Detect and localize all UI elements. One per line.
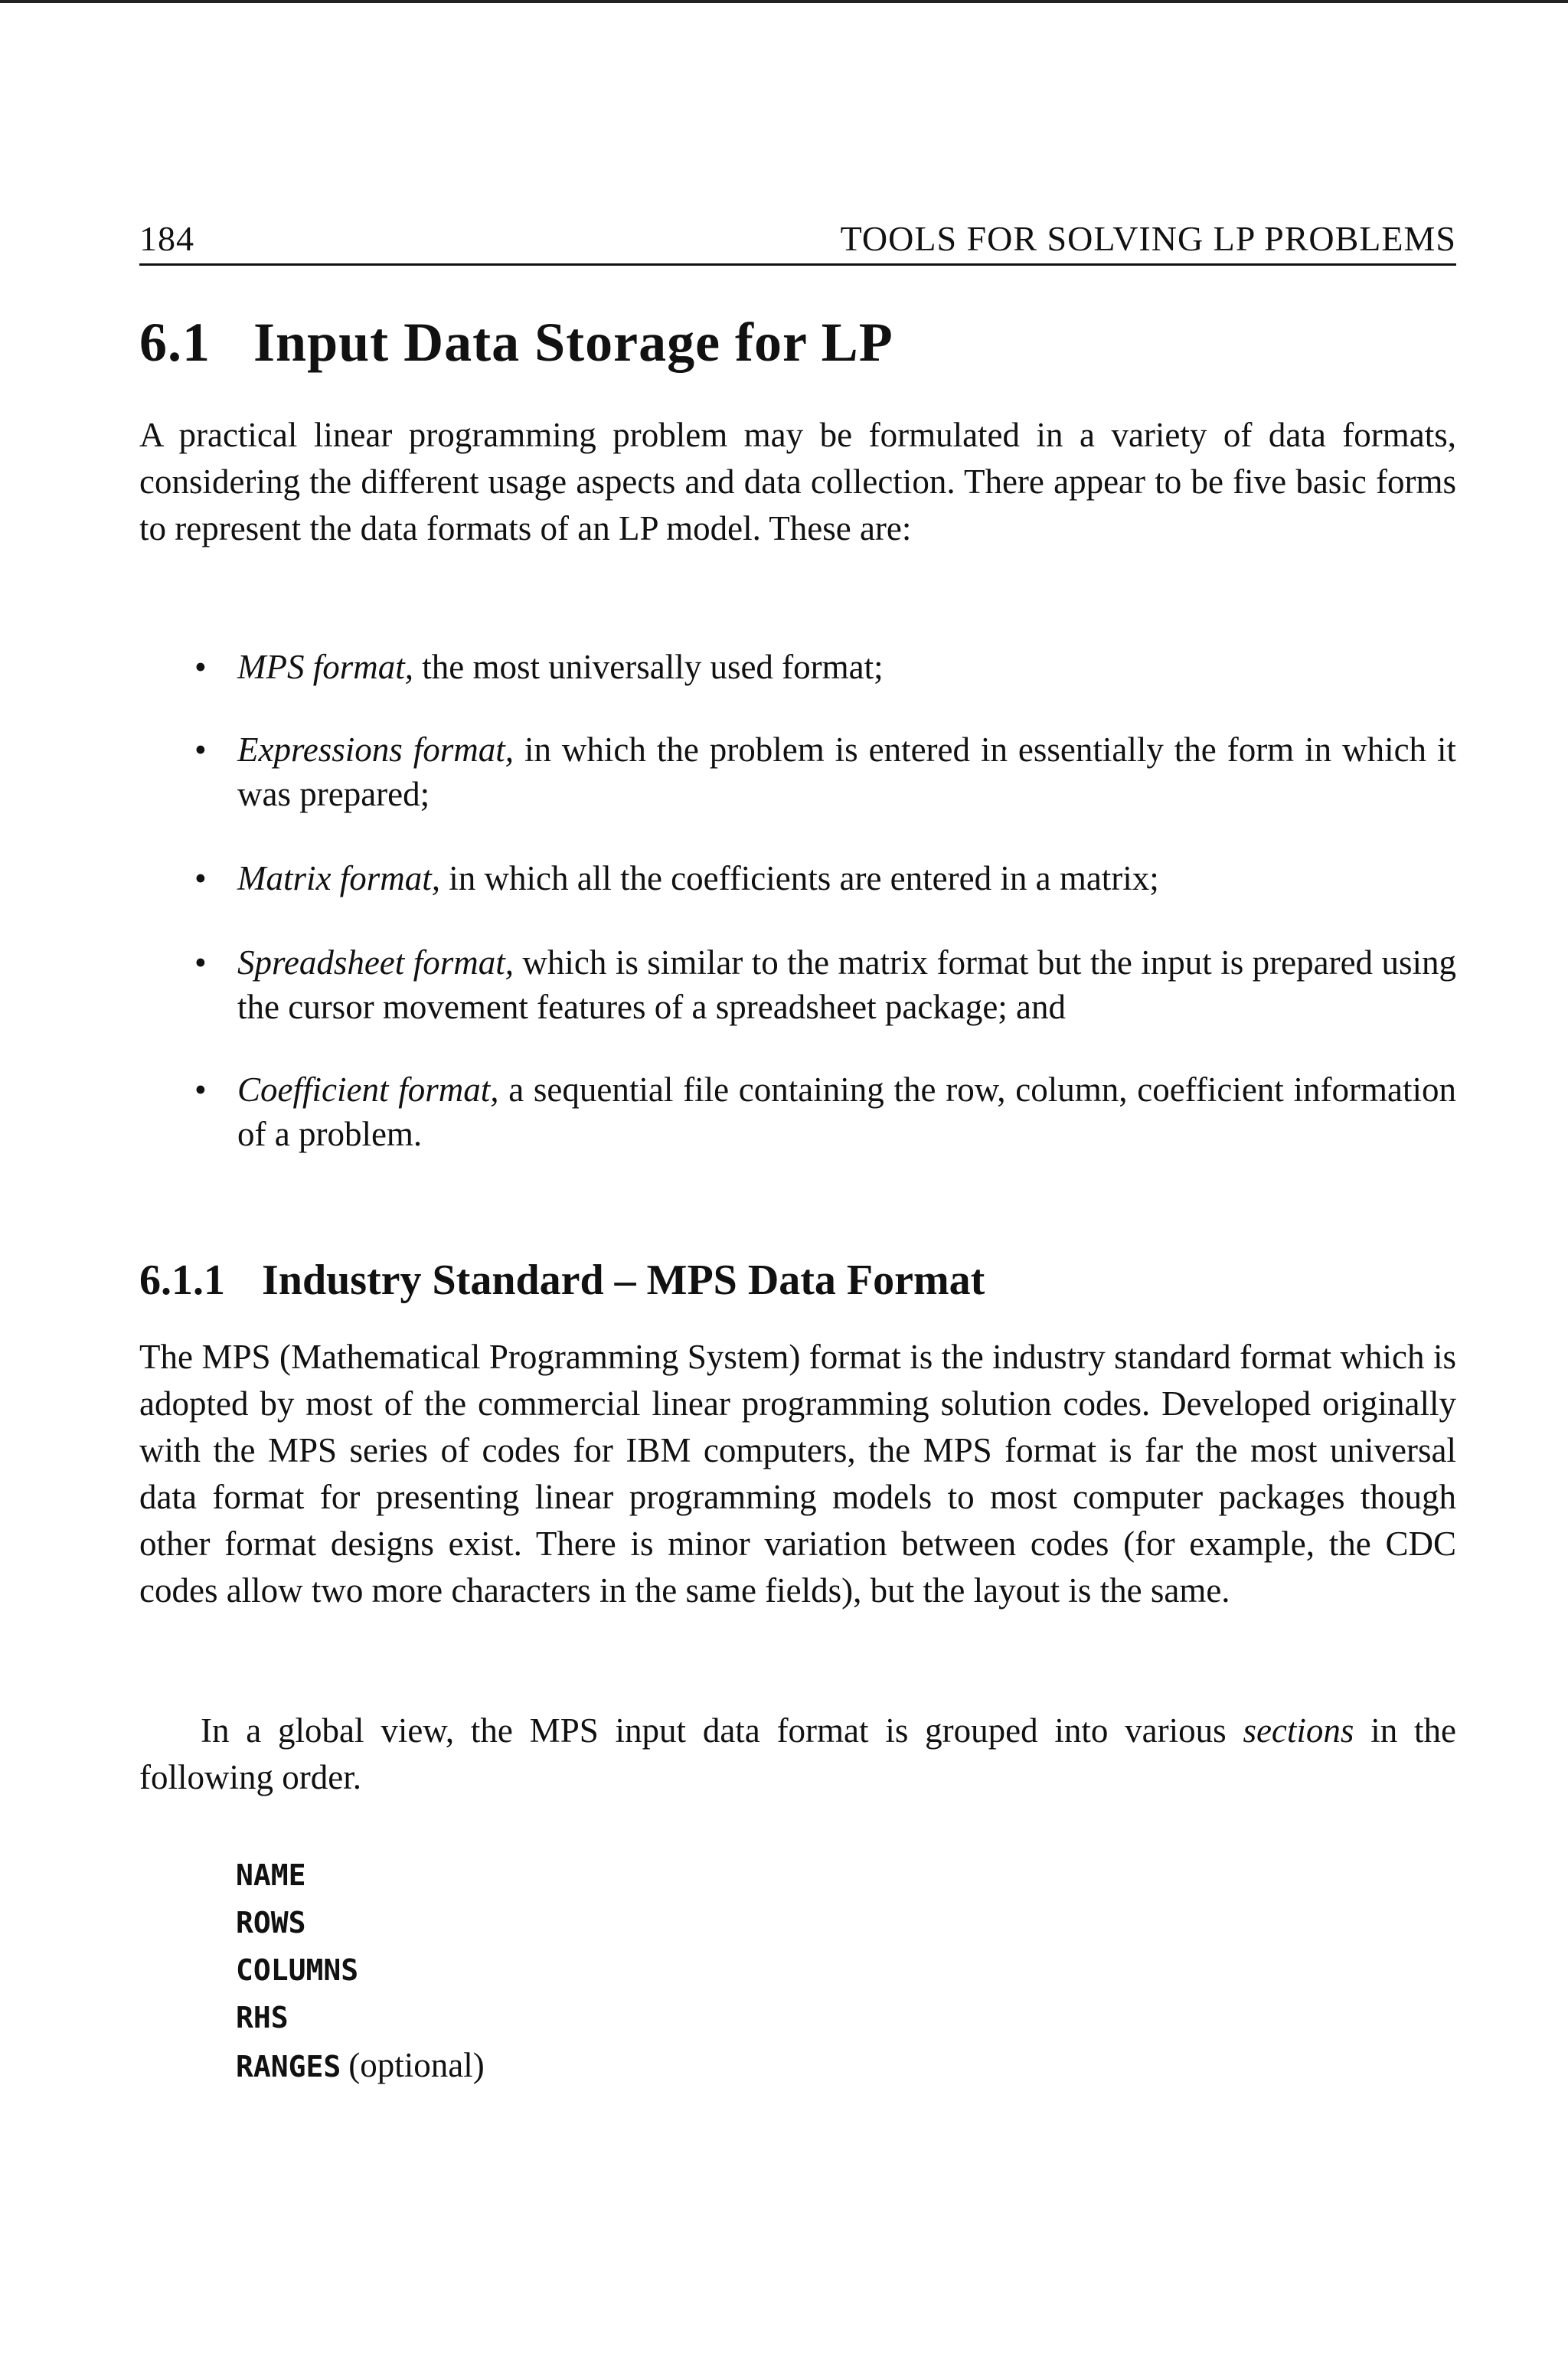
mps-section-name: RHS [236,2001,289,2034]
bullet-icon: • [194,859,207,897]
format-term: MPS format, [237,648,413,686]
mps-section-item [236,1994,485,2041]
bullet-icon: • [194,648,207,686]
list-item [139,940,1456,1029]
data-formats-list [139,645,1456,1156]
paragraph-emphasis: sections [1243,1711,1354,1750]
subsection-number: 6.1.1 [139,1257,225,1304]
running-header [139,213,1456,266]
mps-section-name: NAME [236,1858,306,1892]
format-term: Spreadsheet format, [237,943,514,982]
paragraph-text-end: in the following order. [139,1711,1456,1796]
mps-sections-paragraph [139,1708,1456,1801]
subsection-heading [139,1256,985,1305]
mps-section-item [236,1946,485,1994]
format-term: Expressions format, [237,730,514,769]
paragraph-text-start: In a global view, the MPS input data format is grouped into various [201,1711,1243,1750]
format-description: in which the problem is entered in essentially the form in which it was prepared; [237,730,1456,813]
subsection-title: Industry Standard – MPS Data Format [262,1257,985,1304]
list-item [139,856,1456,900]
bullet-icon: • [194,730,207,769]
bullet-icon: • [194,943,207,982]
bullet-icon: • [194,1070,207,1109]
format-term: Coefficient format, [237,1070,499,1109]
mps-section-item [236,1899,485,1946]
format-term: Matrix format, [237,859,440,897]
section-heading [139,311,893,374]
mps-section-list [236,1851,485,2090]
format-description: in which all the coefficients are entered in a matrix; [440,859,1159,897]
optional-note: (optional) [348,2046,485,2084]
format-description: the most universally used format; [413,648,884,686]
mps-section-name: RANGES [236,2050,341,2083]
mps-section-name: COLUMNS [236,1953,359,1987]
list-item [139,645,1456,689]
mps-section-name: ROWS [236,1906,306,1940]
mps-section-item [236,1851,485,1899]
section-number: 6.1 [139,312,211,373]
format-description: a sequential file containing the row, column, coefficient information of a problem. [237,1070,1456,1153]
section-title: Input Data Storage for LP [253,312,893,373]
running-title: TOOLS FOR SOLVING LP PROBLEMS [840,219,1456,258]
list-item [139,727,1456,816]
top-scan-rule [0,0,1568,3]
mps-section-item [236,2041,485,2090]
format-description: which is similar to the matrix format but the input is prepared using the cursor movement features of a spreadsheet package; and [237,943,1456,1026]
intro-paragraph: A practical linear programming problem may be formulated in a variety of data formats, considering the different usage aspects and data collection. There appear to be five basic forms to represent the data formats of an LP model. These are: [139,416,1456,547]
list-item [139,1067,1456,1156]
page-number: 184 [139,219,194,258]
mps-paragraph: The MPS (Mathematical Programming System) format is the industry standard format which is adopted by most of the commercial linear programming solution codes. Developed originally with the MPS series of codes for IBM computers, the MPS format is far the most universal data format for presenting linear programming models to most computer packages though other format designs exist. There is minor variation between codes (for example, the CDC codes allow two more characters in the same fields), but the layout is the same. [139,1338,1456,1610]
